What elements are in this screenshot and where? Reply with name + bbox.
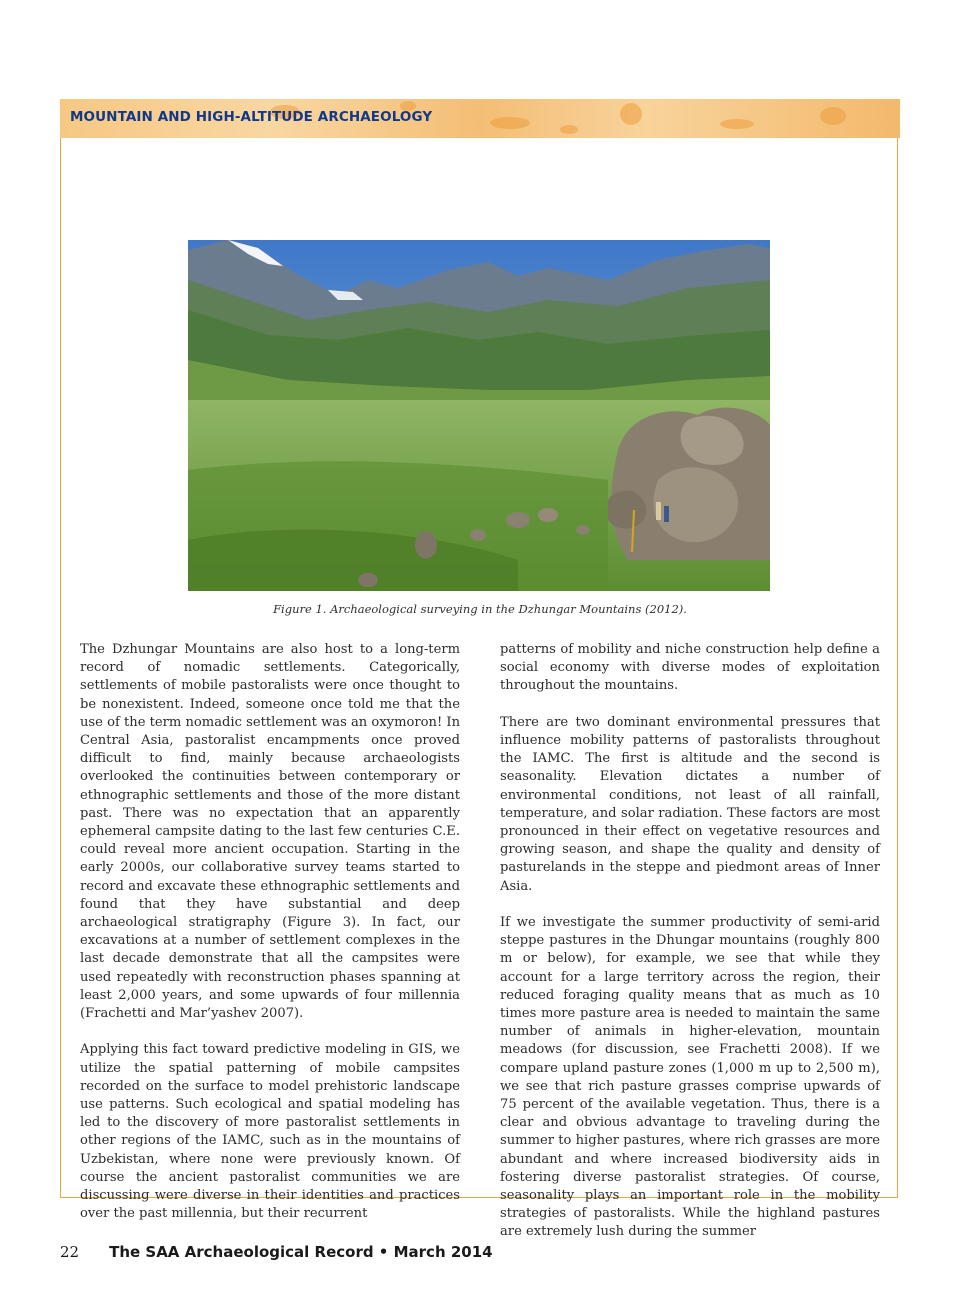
paragraph: The Dzhungar Mountains are also host to a long-term record of nomadic settlements. Categorically, settlements of mobile pastoralists were once thought to be nonexistent. Indeed, someone once told me that the use of the term nomadic settlement was an oxymoron! In Central Asia, pastoralist encampments once proved difficult to find, mainly because archaeologists overlooked the continuities between contemporary or ethnographic settlements and those of the more distant past. There was no expectation that an apparently ephemeral campsite dating to the last few centuries C.E. could reveal more ancient occupation. Starting in the early 2000s, our collaborative survey teams started to record and excavate these ethnographic settlements and found that they have substantial and deep archaeological stratigraphy (Figure 3). In fact, our excavations at a number of settlement complexes in the last decade demonstrate that all the campsites were used repeatedly with reconstruction phases spanning at least 2,000 years, and some upwards of four millennia (Frachetti and Mar’yashev 2007). bbox=[80, 642, 460, 1022]
paragraph: There are two dominant environmental pressures that influence mobility patterns of pastoralists throughout the IAMC. The first is altitude and the second is seasonality. Elevation dictates a number of environmental conditions, not least of all rainfall, temperature, and solar radiation. These factors are most pronounced in their effect on vegetative resources and growing season, and shape the quality and density of pasturelands in the steppe and piedmont areas of Inner Asia. bbox=[500, 714, 880, 894]
page-footer bbox=[60, 1243, 493, 1261]
figure-caption: Figure 1. Archaeological surveying in the Dzhungar Mountains (2012). bbox=[273, 602, 687, 616]
paragraph: If we investigate the summer productivity of semi-arid steppe pastures in the Dhungar mountains (roughly 800 m or below), for example, we see that while they account for a large territory across the region, their reduced foraging quality means that as much as 10 times more pasture area is needed to maintain the same number of animals in higher-elevation, mountain meadows (for discussion, see Frachetti 2008). If we compare upland pasture zones (1,000 m up to 2,500 m), we see that rich pasture grasses comprise upwards of 75 percent of the available vegetation. Thus, there is a clear and obvious advantage to traveling during the summer to higher pastures, where rich grasses are more abundant and where increased biodiversity aids in fostering diverse pastoralist strategies. Of course, seasonality plays an important role in the mobility strategies of pastoralists. While the highland pastures are extremely lush during the summer bbox=[500, 915, 880, 1240]
paragraph: patterns of mobility and niche construction help define a social economy with diverse modes of exploitation throughout the mountains. bbox=[500, 642, 880, 694]
section-banner bbox=[60, 99, 900, 138]
publication-title: The SAA Archaeological Record • March 2014 bbox=[109, 1243, 493, 1261]
text-column-right bbox=[500, 641, 880, 1260]
page-number: 22 bbox=[60, 1243, 80, 1261]
figure-photo-dzhungar-mountains bbox=[188, 240, 770, 591]
text-column-left bbox=[80, 641, 460, 1242]
section-title: MOUNTAIN AND HIGH-ALTITUDE ARCHAEOLOGY bbox=[70, 109, 433, 125]
paragraph: Applying this fact toward predictive modeling in GIS, we utilize the spatial patterning of mobile campsites recorded on the surface to model prehistoric landscape use patterns. Such ecological and spatial modeling has led to the discovery of more pastoralist settlements in other regions of the IAMC, such as in the mountains of Uzbekistan, where none were previously known. Of course the ancient pastoralist communities we are discussing were diverse in their identities and practices over the past millennia, but their recurrent bbox=[80, 1042, 460, 1222]
